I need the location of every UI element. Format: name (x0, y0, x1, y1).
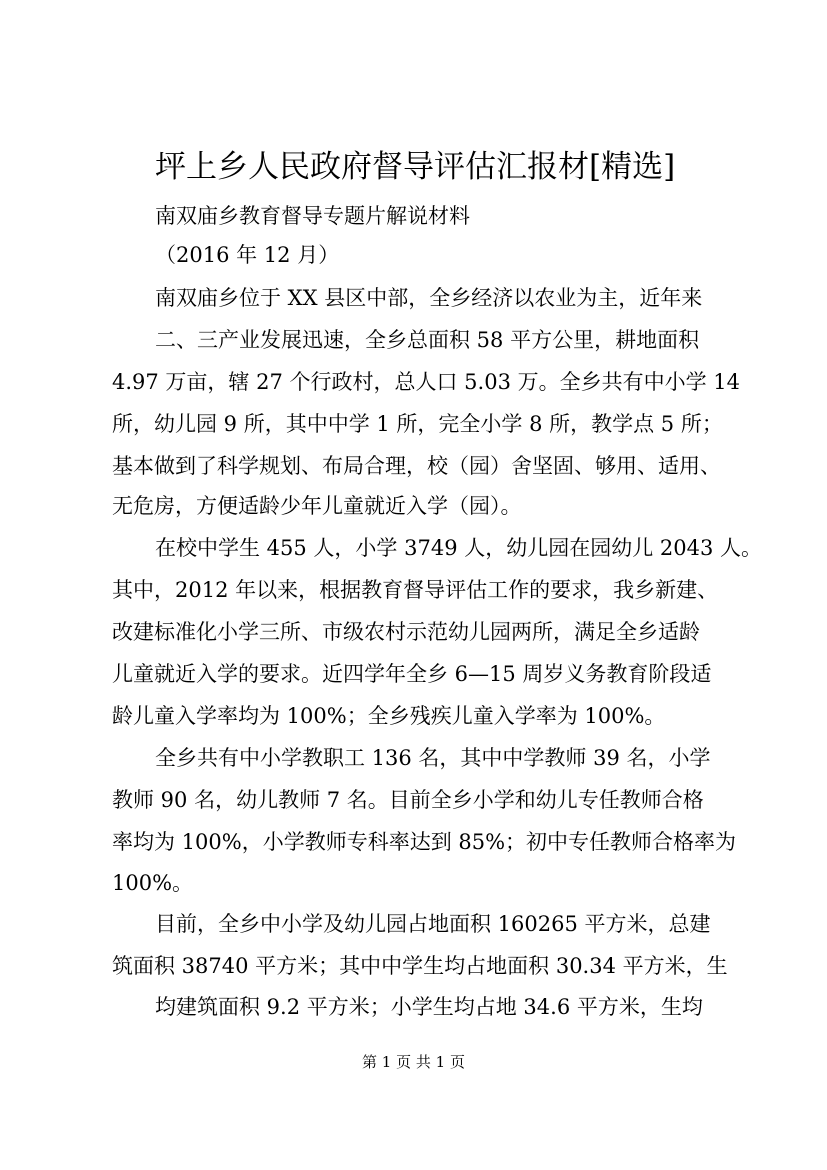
paragraph-line: 100%。 (112, 871, 194, 895)
page-number: 第 1 页 共 1 页 (362, 1053, 465, 1071)
subtitle: 南双庙乡教育督导专题片解说材料 (155, 204, 470, 228)
paragraph-line: 均建筑面积 9.2 平方米；小学生均占地 34.6 平方米，生均 (155, 995, 703, 1019)
paragraph-line: 其中，2012 年以来，根据教育督导评估工作的要求，我乡新建、 (112, 578, 719, 602)
paragraph-line: 改建标准化小学三所、市级农村示范幼儿园两所，满足全乡适龄 (112, 620, 700, 644)
paragraph-line: 在校中学生 455 人，小学 3749 人，幼儿园在园幼儿 2043 人。 (155, 536, 763, 560)
paragraph-line: 南双庙乡位于 XX 县区中部，全乡经济以农业为主，近年来 (155, 286, 703, 310)
paragraph-line: 4.97 万亩，辖 27 个行政村，总人口 5.03 万。全乡共有中小学 14 (112, 370, 741, 394)
paragraph-line: 儿童就近入学的要求。近四学年全乡 6—15 周岁义务教育阶段适 (112, 662, 712, 686)
paragraph-line: 教师 90 名，幼儿教师 7 名。目前全乡小学和幼儿专任教师合格 (112, 788, 704, 812)
paragraph-line: 率均为 100%，小学教师专科率达到 85%；初中专任教师合格率为 (112, 830, 737, 854)
paragraph-line: 基本做到了科学规划、布局合理，校（园）舍坚固、够用、适用、 (112, 454, 721, 478)
paragraph-line: 筑面积 38740 平方米；其中中学生均占地面积 30.34 平方米，生 (112, 954, 728, 978)
paragraph-line: 所，幼儿园 9 所，其中中学 1 所，完全小学 8 所，教学点 5 所； (112, 412, 723, 436)
paragraph-line: 全乡共有中小学教职工 136 名，其中中学教师 39 名，小学 (155, 746, 711, 770)
paragraph-line: 龄儿童入学率均为 100%；全乡残疾儿童入学率为 100%。 (112, 704, 666, 728)
paragraph-line: 无危房，方便适龄少年儿童就近入学（园）。 (112, 494, 522, 518)
document-title: 坪上乡人民政府督导评估汇报材[精选] (155, 149, 676, 185)
paragraph-line: 二、三产业发展迅速，全乡总面积 58 平方公里，耕地面积 (155, 328, 700, 352)
date-line: （2016 年 12 月） (155, 243, 340, 267)
paragraph-line: 目前，全乡中小学及幼儿园占地面积 160265 平方米，总建 (155, 912, 711, 936)
